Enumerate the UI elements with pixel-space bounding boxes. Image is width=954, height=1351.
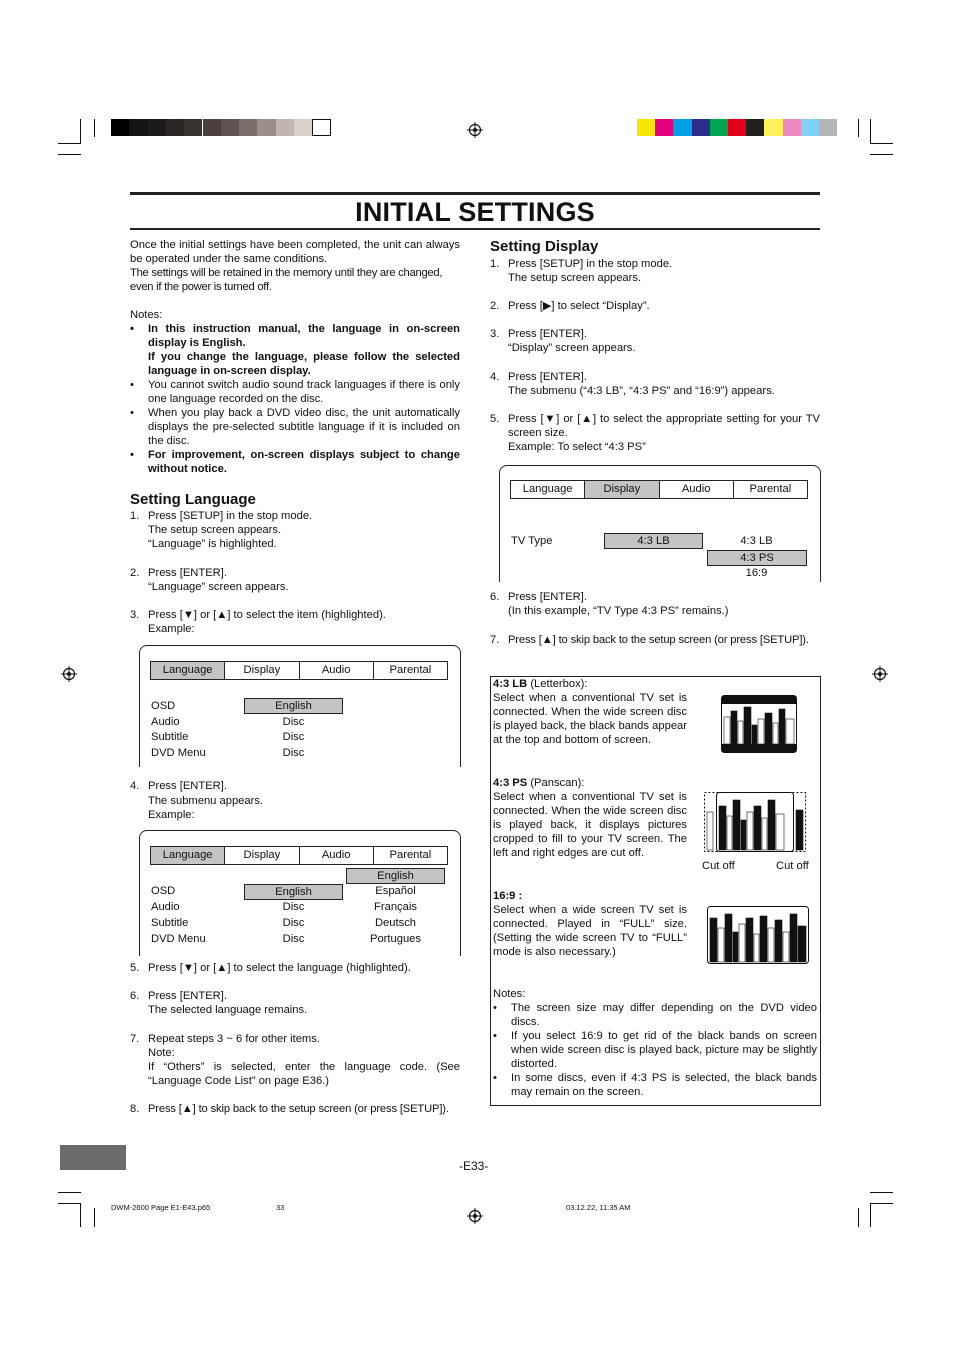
widescreen-title: 16:9 : [493, 890, 523, 902]
setup-screen-display [499, 465, 821, 582]
color-swatch [764, 119, 782, 136]
tab-audio[interactable]: Audio [660, 481, 734, 498]
color-swatch [710, 119, 728, 136]
letterbox-description: Select when a conventional TV set is connected. When the wide screen disc is played back, the black bands appear at the top and bottom of screen. [493, 692, 687, 746]
note-item: • In some discs, even if 4:3 PS is selected, the black bands may remain on the screen. [493, 1071, 817, 1099]
registration-crosshair-icon [467, 122, 483, 138]
menu-tabs [150, 846, 448, 865]
gray-swatch [166, 119, 184, 136]
gray-swatch [312, 119, 330, 136]
submenu-option-highlighted[interactable]: English [346, 868, 445, 884]
submenu-option-highlighted[interactable]: 4:3 PS [707, 550, 807, 566]
note-text: In this instruction manual, the language in on-screen display is English. [148, 323, 460, 349]
color-swatch [673, 119, 691, 136]
gray-swatch [129, 119, 147, 136]
note-item: • You cannot switch audio sound track languages if there is only one language recorded on the disc. [130, 378, 460, 406]
letterbox-section: 4:3 LB (Letterbox): Select when a conventional TV set is connected. When the wide screen disc is played back, the black bands appear at the top and bottom of screen. [493, 678, 687, 746]
color-swatch [819, 119, 837, 136]
notes-label: Notes: [493, 988, 526, 1000]
tab-parental[interactable]: Parental [389, 664, 432, 676]
tab-language[interactable]: Language [511, 481, 585, 498]
color-swatch [801, 119, 819, 136]
color-swatch [655, 119, 673, 136]
gray-swatch [239, 119, 257, 136]
color-swatch [692, 119, 710, 136]
setup-screen-language [139, 645, 461, 767]
panscan-section: 4:3 PS (Panscan): Select when a conventional TV set is connected. When the wide screen disc is played back, it displays pictures cropped to fill to your TV screen. The left and right edges are cut off. [493, 777, 687, 859]
submenu-option[interactable]: 4:3 LB [740, 535, 773, 547]
menu-tabs [510, 480, 808, 499]
title-rule-bottom [130, 228, 820, 230]
widescreen-description: Select when a wide screen TV set is connected. Played in “FULL” size. (Setting the wide screen TV to “FULL” mode is also necessary.) [493, 904, 687, 958]
page-number: -E33- [459, 1159, 489, 1173]
submenu-option[interactable]: Deutsch [374, 917, 417, 929]
registration-crosshair-icon [61, 666, 77, 682]
color-swatch [728, 119, 746, 136]
submenu-option[interactable]: Français [374, 901, 417, 913]
page-edge-tab [60, 1145, 126, 1170]
menu-value-dvd-menu[interactable]: Disc [282, 747, 305, 759]
footer-date: 03.12.22, 11:35 AM [566, 1203, 631, 1212]
submenu-option[interactable]: Portugues [370, 933, 421, 945]
tab-language[interactable]: Language [151, 847, 225, 864]
tab-language[interactable]: Language [151, 662, 225, 679]
panscan-description: Select when a conventional TV set is connected. When the wide screen disc is played back, it displays pictures cropped to fill to your TV screen. The left and right edges are cut off. [493, 791, 687, 859]
footer-page: 33 [276, 1203, 285, 1212]
cut-off-label-right: Cut off [776, 860, 809, 872]
info-notes [493, 987, 817, 1099]
menu-label-osd: OSD [151, 885, 176, 897]
menu-label-subtitle: Subtitle [151, 917, 189, 929]
page-title: INITIAL SETTINGS [355, 197, 595, 227]
menu-label-osd: OSD [151, 700, 176, 712]
note-text: If you change the language, please follow the selected language in on-screen display. [148, 351, 460, 377]
gray-swatch [184, 119, 202, 136]
panscan-illustration [704, 792, 806, 852]
tab-audio[interactable]: Audio [300, 662, 374, 679]
footer-filename: DWM-2600 Page E1-E43.p65 [111, 1203, 211, 1212]
tab-parental[interactable]: Parental [389, 849, 432, 861]
tab-display[interactable]: Display [225, 662, 299, 679]
tab-display[interactable]: Display [585, 481, 659, 498]
gray-swatch [276, 119, 294, 136]
menu-label-dvd-menu: DVD Menu [151, 933, 206, 945]
letterbox-illustration [721, 695, 797, 753]
setup-screen-language-submenu [139, 830, 461, 956]
section-heading: Setting Language [130, 491, 256, 508]
title-rule-top [130, 192, 820, 195]
note-item: • For improvement, on-screen displays subject to change without notice. [130, 448, 460, 476]
gray-swatch [111, 119, 129, 136]
menu-value-osd[interactable]: English [244, 698, 343, 714]
menu-value-subtitle[interactable]: Disc [282, 917, 305, 929]
cut-off-label-left: Cut off [702, 860, 735, 872]
gray-swatch [257, 119, 275, 136]
menu-value-subtitle[interactable]: Disc [282, 731, 305, 743]
tab-audio[interactable]: Audio [300, 847, 374, 864]
intro-section [130, 238, 460, 476]
intro-paragraph: The settings will be retained in the memory until they are changed, even if the power is turned off. [130, 267, 443, 293]
widescreen-illustration [707, 906, 809, 964]
tab-parental[interactable]: Parental [749, 483, 792, 495]
menu-label-dvd-menu: DVD Menu [151, 747, 206, 759]
menu-value-tv-type[interactable]: 4:3 LB [604, 533, 703, 549]
menu-value-audio[interactable]: Disc [282, 901, 305, 913]
section-heading: Setting Display [490, 238, 599, 255]
gray-swatch [221, 119, 239, 136]
menu-label-audio: Audio [151, 716, 180, 728]
note-item: • When you play back a DVD video disc, the unit automatically displays the pre-selected subtitle language if it is included on the disc. [130, 406, 460, 448]
note-item: • If you select 16:9 to get rid of the black bands on screen when wide screen disc is played back, picture may be slightly distorted. [493, 1029, 817, 1071]
menu-label-audio: Audio [151, 901, 180, 913]
menu-label-tv-type: TV Type [511, 535, 553, 547]
color-swatch [746, 119, 764, 136]
menu-value-dvd-menu[interactable]: Disc [282, 933, 305, 945]
menu-value-audio[interactable]: Disc [282, 716, 305, 728]
menu-tabs [150, 661, 448, 680]
tv-type-info-box [490, 676, 821, 1106]
submenu-option[interactable]: 16:9 [745, 567, 768, 579]
menu-value-osd[interactable]: English [244, 884, 343, 900]
color-swatch [783, 119, 801, 136]
note-item [130, 322, 460, 378]
color-swatch [637, 119, 655, 136]
note-item: • The screen size may differ depending on the DVD video discs. [493, 1001, 817, 1029]
gray-swatch [148, 119, 166, 136]
notes-label: Notes: [130, 309, 163, 321]
gray-swatch [203, 119, 221, 136]
tab-display[interactable]: Display [225, 847, 299, 864]
menu-label-subtitle: Subtitle [151, 731, 189, 743]
submenu-option[interactable]: Español [375, 885, 416, 897]
registration-crosshair-icon [467, 1208, 483, 1224]
gray-swatch [294, 119, 312, 136]
widescreen-section [493, 889, 687, 959]
registration-crosshair-icon [872, 666, 888, 682]
intro-paragraph: Once the initial settings have been completed, the unit can always be operated under the same conditions. [130, 239, 460, 265]
